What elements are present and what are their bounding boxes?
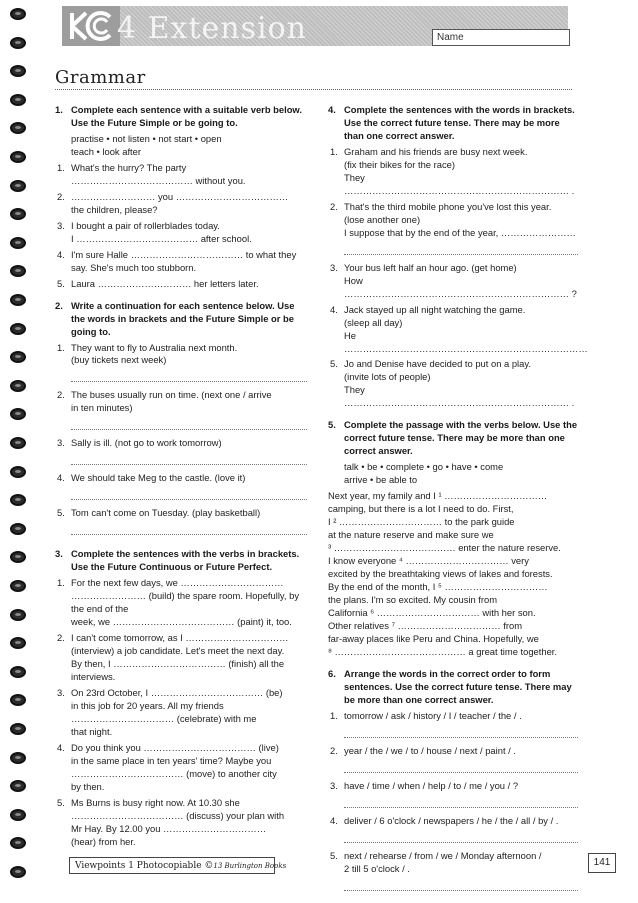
exercise-4 xyxy=(328,104,588,410)
item-text: …………………………… (celebrate) with me xyxy=(71,712,257,724)
item-number: 1. xyxy=(57,577,65,589)
right-column xyxy=(328,104,588,903)
passage-line: far-away places like Peru and China. Hopefully, we xyxy=(328,632,539,644)
item-number: 3. xyxy=(57,437,65,449)
binding-ring xyxy=(10,551,26,563)
passage-line: camping, but there is a lot I need to do. First, xyxy=(328,503,514,515)
word-list-line: arrive • be able to xyxy=(344,474,418,486)
word-box xyxy=(55,133,307,159)
passage-line: By the end of the month, I ⁵ …………………………… xyxy=(328,580,548,592)
item-number: 5. xyxy=(57,277,65,289)
item-number: 2. xyxy=(57,190,65,202)
answer-line[interactable] xyxy=(71,522,307,535)
exercise-item xyxy=(55,389,307,434)
item-text: next / rehearse / from / we / Monday afternoon / xyxy=(344,849,542,861)
exercise-item[interactable] xyxy=(55,220,307,246)
passage-line: ³ ………………………………… enter the nature reserve. xyxy=(328,542,561,554)
item-text: I ………………………………… after school. xyxy=(71,232,252,244)
binding-ring xyxy=(10,637,26,649)
item-text: How ……………………………………………………………… ? xyxy=(344,274,577,299)
item-text: (interview) a job candidate. Let's meet the next day. xyxy=(71,645,285,657)
answer-line[interactable] xyxy=(344,760,578,773)
item-text: We should take Meg to the castle. (love it) xyxy=(71,472,246,484)
binding-ring xyxy=(10,408,26,420)
item-text: ………………………………… without you. xyxy=(71,174,246,186)
name-field[interactable] xyxy=(432,29,570,46)
item-number: 2. xyxy=(57,389,65,401)
item-text: …………………… (build) the spare room. Hopefully, by the end of the xyxy=(71,590,300,615)
passage-line: the plans. I'm so excited. My cousin from xyxy=(328,593,498,605)
spiral-binding xyxy=(0,0,30,903)
item-text: year / the / we / to / house / next / paint / . xyxy=(344,744,516,756)
binding-ring xyxy=(10,351,26,363)
footer-text xyxy=(75,860,286,872)
exercise-number: 5. xyxy=(328,419,336,431)
item-text: I bought a pair of rollerblades today. xyxy=(71,219,220,231)
item-text: (hear) from her. xyxy=(71,835,136,847)
word-box xyxy=(328,461,578,487)
item-number: 4. xyxy=(57,741,65,753)
item-text: Sally is ill. (not go to work tomorrow) xyxy=(71,437,222,449)
item-text: Tom can't come on Tuesday. (play basketball) xyxy=(71,507,261,519)
binding-ring xyxy=(10,866,26,878)
exercise-item xyxy=(328,850,578,895)
item-text: The buses usually run on time. (next one / arrive xyxy=(71,389,272,401)
item-text: Mr Hay. By 12.00 you …………………………… xyxy=(71,822,267,834)
binding-ring xyxy=(10,151,26,163)
passage-line: Other relatives ⁷ …………………………… from xyxy=(328,619,523,631)
item-text: ……………………… you ……………………………… xyxy=(71,190,289,202)
item-text: the children, please? xyxy=(71,203,158,215)
exercise-item xyxy=(55,342,307,387)
item-text: 2 till 5 o'clock / . xyxy=(344,862,410,874)
footer-main: Viewpoints 1 Photocopiable © xyxy=(75,861,214,871)
answer-line[interactable] xyxy=(71,417,307,430)
item-text: week, we ………………………………… (paint) it, too. xyxy=(71,616,292,628)
item-text: They want to fly to Australia next month. xyxy=(71,341,238,353)
item-text: say. She's much too stubborn. xyxy=(71,261,197,273)
binding-ring xyxy=(10,323,26,335)
exercise-item[interactable] xyxy=(328,201,578,259)
item-text: On 23rd October, I ……………………………… (be) xyxy=(71,686,283,698)
binding-ring xyxy=(10,609,26,621)
binding-ring xyxy=(10,752,26,764)
item-text: They ……………………………………………………………… . xyxy=(344,384,575,409)
item-text: He …………………………………………………………………… xyxy=(344,329,588,354)
item-text: tomorrow / ask / history / I / teacher / the / . xyxy=(344,709,522,721)
binding-ring xyxy=(10,8,26,20)
passage-line: I know everyone ⁴ …………………………… very xyxy=(328,555,529,567)
exercise-item[interactable] xyxy=(55,249,307,275)
binding-ring xyxy=(10,65,26,77)
binding-ring xyxy=(10,466,26,478)
unit-title: 4 Extension xyxy=(117,11,307,46)
item-number: 5. xyxy=(330,849,338,861)
exercise-item[interactable] xyxy=(55,797,307,849)
exercise-item[interactable] xyxy=(55,278,307,291)
item-number: 3. xyxy=(57,686,65,698)
item-number: 2. xyxy=(330,200,338,212)
item-text: For the next few days, we …………………………… xyxy=(71,577,284,589)
exercise-item[interactable] xyxy=(328,146,578,198)
answer-line[interactable] xyxy=(71,487,307,500)
answer-line[interactable] xyxy=(344,878,578,891)
item-number: 5. xyxy=(57,796,65,808)
binding-ring xyxy=(10,94,26,106)
item-text: in ten minutes) xyxy=(71,402,133,414)
item-text: Your bus left half an hour ago. (get home) xyxy=(344,261,517,273)
exercise-number: 2. xyxy=(55,299,63,311)
item-number: 2. xyxy=(57,632,65,644)
item-text: They ……………………………………………………………… . xyxy=(344,171,575,196)
passage-line: I ² …………………………… to the park guide xyxy=(328,516,515,528)
item-number: 5. xyxy=(330,358,338,370)
passage-line: California ⁶ …………………………… with her son. xyxy=(328,606,536,618)
item-text: (fix their bikes for the race) xyxy=(344,158,455,170)
answer-line[interactable] xyxy=(71,452,307,465)
item-number: 4. xyxy=(57,472,65,484)
item-text: by then. xyxy=(71,780,105,792)
item-number: 1. xyxy=(57,161,65,173)
exercise-6 xyxy=(328,668,578,895)
exercise-item[interactable] xyxy=(55,577,307,629)
binding-ring xyxy=(10,723,26,735)
binding-ring xyxy=(10,380,26,392)
binding-ring xyxy=(10,837,26,849)
item-text: I'm sure Halle ……………………………… to what they xyxy=(71,248,297,260)
exercise-item[interactable] xyxy=(55,687,307,739)
exercise-instruction: Complete the sentences with the verbs in brackets. Use the Future Continuous or Future Perfect. xyxy=(71,548,300,573)
item-number: 3. xyxy=(57,219,65,231)
exercise-number: 3. xyxy=(55,548,63,560)
binding-ring xyxy=(10,666,26,678)
item-text: ……………………………… (discuss) your plan with xyxy=(71,809,285,821)
answer-line[interactable] xyxy=(344,830,578,843)
binding-ring xyxy=(10,809,26,821)
exercise-number: 4. xyxy=(328,104,336,115)
exercise-item xyxy=(55,472,307,504)
exercise-item[interactable] xyxy=(55,742,307,794)
item-text: By then, I ……………………………… (finish) all the xyxy=(71,658,285,670)
answer-line[interactable] xyxy=(344,795,578,808)
name-label: Name xyxy=(437,32,464,43)
exercise-item[interactable] xyxy=(55,632,307,684)
exercise-instruction: Write a continuation for each sentence below. Use the words in brackets and the Future Simple or be going to. xyxy=(71,299,295,337)
item-text: ……………………………… (move) to another city xyxy=(71,767,277,779)
left-column xyxy=(55,104,307,858)
item-text: interviews. xyxy=(71,671,116,682)
item-number: 3. xyxy=(330,261,338,273)
item-text: in the same place in ten years' time? Maybe you xyxy=(71,754,272,766)
binding-ring xyxy=(10,580,26,592)
item-text: (invite lots of people) xyxy=(344,371,431,383)
binding-ring xyxy=(10,437,26,449)
binding-ring xyxy=(10,494,26,506)
exercise-instruction: Complete each sentence with a suitable verb below. Use the Future Simple or be going to. xyxy=(71,104,302,128)
item-text: (sleep all day) xyxy=(344,316,403,328)
passage-line: at the nature reserve and make sure we xyxy=(328,529,494,541)
binding-ring xyxy=(10,780,26,792)
item-number: 4. xyxy=(330,814,338,826)
binding-ring xyxy=(10,208,26,220)
word-list-line: talk • be • complete • go • have • come xyxy=(344,461,504,473)
item-text: I can't come tomorrow, as I …………………………… xyxy=(71,632,289,644)
binding-ring xyxy=(10,180,26,192)
item-text: Jack stayed up all night watching the game. xyxy=(344,303,526,315)
unit-logo xyxy=(62,6,120,46)
exercise-item xyxy=(328,745,578,777)
item-text: I suppose that by the end of the year, …………………… xyxy=(344,226,576,238)
passage-line: ⁸ …………………………………… a great time together. xyxy=(328,645,558,657)
exercise-item[interactable] xyxy=(328,262,578,301)
answer-line[interactable] xyxy=(71,369,307,382)
item-number: 5. xyxy=(57,507,65,519)
item-number: 4. xyxy=(57,248,65,260)
footer-credit xyxy=(69,857,287,874)
item-number: 1. xyxy=(57,341,65,353)
exercise-item xyxy=(328,815,578,847)
gap-fill-passage[interactable] xyxy=(328,490,578,659)
item-number: 1. xyxy=(330,709,338,721)
exercise-instruction: Complete the sentences with the words in brackets. Use the correct future tense. There may be more than one correct answer. xyxy=(344,104,575,141)
section-divider xyxy=(55,89,572,90)
exercise-number: 1. xyxy=(55,104,63,115)
binding-ring xyxy=(10,523,26,535)
item-number: 4. xyxy=(330,303,338,315)
binding-ring xyxy=(10,694,26,706)
binding-ring xyxy=(10,237,26,249)
item-text: have / time / when / help / to / me / you / ? xyxy=(344,779,519,791)
word-list-line: teach • look after xyxy=(71,145,141,157)
exercise-instruction: Complete the passage with the verbs below. Use the correct future tense. There may be more than one correct answer. xyxy=(344,419,578,457)
exercise-instruction: Arrange the words in the correct order to form sentences. Use the correct future tense. There may be more than one correct answer. xyxy=(344,667,572,705)
answer-line[interactable] xyxy=(344,725,578,738)
item-text: That's the third mobile phone you've lost this year. xyxy=(344,200,552,212)
item-text: Jo and Denise have decided to put on a play. xyxy=(344,358,531,370)
exercise-5 xyxy=(328,419,578,658)
passage-line: excited by the breathtaking views of lakes and forests. xyxy=(328,568,553,579)
binding-ring xyxy=(10,265,26,277)
item-text: Graham and his friends are busy next week. xyxy=(344,145,528,157)
exercise-number: 6. xyxy=(328,667,336,679)
exercise-item xyxy=(55,437,307,469)
page-number: 141 xyxy=(588,853,616,873)
item-number: 3. xyxy=(330,779,338,791)
exercise-1 xyxy=(55,104,307,291)
exercise-item[interactable] xyxy=(55,162,307,188)
unit-logo-icon xyxy=(66,9,116,43)
item-text: What's the hurry? The party xyxy=(71,161,187,173)
item-number: 1. xyxy=(330,145,338,157)
item-text: Ms Burns is busy right now. At 10.30 she xyxy=(71,796,240,808)
item-text: Do you think you ……………………………… (live) xyxy=(71,741,279,753)
item-text: that night. xyxy=(71,725,113,737)
section-title: Grammar xyxy=(55,67,146,88)
item-text: deliver / 6 o'clock / newspapers / he / the / all / by / . xyxy=(344,814,559,826)
item-text: (buy tickets next week) xyxy=(71,354,167,366)
exercise-item xyxy=(55,507,307,539)
answer-line[interactable] xyxy=(344,242,578,255)
exercise-3 xyxy=(55,548,307,848)
binding-ring xyxy=(10,294,26,306)
binding-ring xyxy=(10,122,26,134)
exercise-item xyxy=(328,780,578,812)
item-text: in this job for 20 years. All my friends xyxy=(71,699,224,711)
binding-ring xyxy=(10,37,26,49)
item-text: (lose another one) xyxy=(344,213,421,225)
item-number: 2. xyxy=(330,744,338,756)
exercise-item[interactable] xyxy=(328,358,578,410)
exercise-item[interactable] xyxy=(55,191,307,217)
exercise-item xyxy=(328,710,578,742)
word-list-line: practise • not listen • not start • open xyxy=(71,132,222,144)
footer-publisher: 13 Burlington Books xyxy=(213,862,287,870)
exercise-item[interactable] xyxy=(328,303,588,356)
item-text: Laura ………………………… her letters later. xyxy=(71,277,259,289)
exercise-2 xyxy=(55,300,307,540)
passage-line: Next year, my family and I ¹ …………………………… xyxy=(328,490,548,502)
